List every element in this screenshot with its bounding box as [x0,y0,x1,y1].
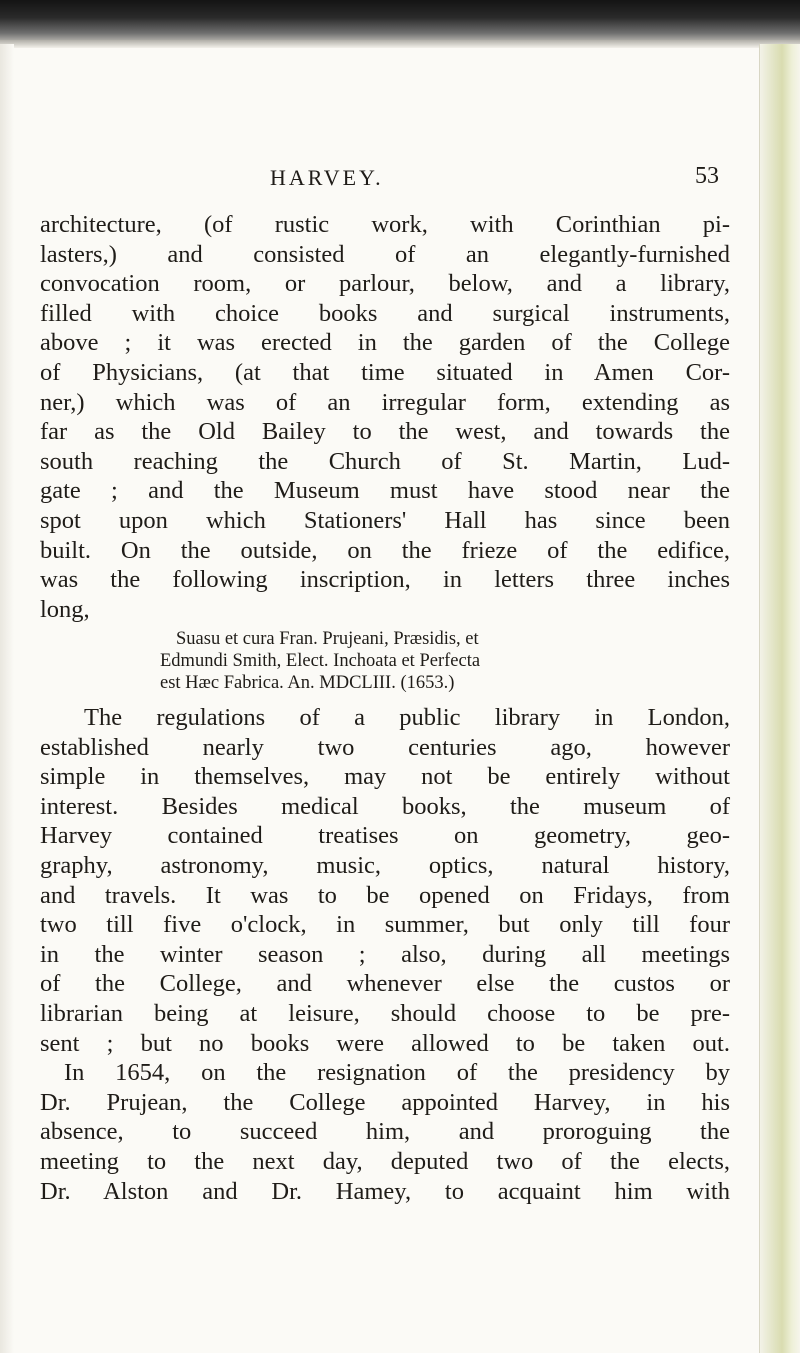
inscription-line: Edmundi Smith, Elect. Inchoata et Perfecta [160,651,481,671]
text-line: graphy, astronomy, music, optics, natural history, [40,851,730,879]
inscription-line: Suasu et cura Fran. Prujeani, Præsidis, et [176,629,479,649]
text-line: ner,) which was of an irregular form, extending as [40,388,730,416]
running-head [0,163,800,193]
text-line: lasters,) and consisted of an elegantly-furnished [40,240,730,268]
text-line: far as the Old Bailey to the west, and towards the [40,418,730,446]
text-line: simple in themselves, may not be entirely without [40,763,730,791]
text-line: Dr. Prujean, the College appointed Harvey, in his [40,1088,730,1116]
paragraph-2 [40,703,730,1206]
scan-top-border [0,0,800,44]
text-line: The regulations of a public library in London, [84,704,730,731]
page-left-edge [0,44,14,1353]
inscription-quote [160,628,610,694]
text-line: sent ; but no books were allowed to be taken out. [40,1029,730,1057]
text-line: librarian being at leisure, should choose to be pre- [40,999,730,1027]
text-line: established nearly two centuries ago, however [40,733,730,761]
inscription-line: est Hæc Fabrica. An. MDCLIII. (1653.) [160,673,455,693]
text-line: In 1654, on the resignation of the presidency by [64,1059,730,1087]
text-line: of Physicians, (at that time situated in Amen Cor- [40,358,730,386]
text-line: two till five o'clock, in summer, but only till four [40,911,730,939]
paragraph-1 [40,210,730,624]
text-line: interest. Besides medical books, the museum of [40,792,730,820]
text-line: meeting to the next day, deputed two of the elects, [40,1147,730,1175]
scan-top-border-edge [0,40,800,48]
text-line: was the following inscription, in letters three inches [40,566,730,594]
text-line: spot upon which Stationers' Hall has since been [40,506,730,534]
text-line: built. On the outside, on the frieze of the edifice, [40,536,730,564]
text-line: convocation room, or parlour, below, and a library, [40,270,730,298]
text-line: Dr. Alston and Dr. Hamey, to acquaint him with [40,1177,730,1205]
text-line: architecture, (of rustic work, with Corinthian pi- [40,211,730,238]
text-line: Harvey contained treatises on geometry, geo- [40,822,730,850]
text-line: and travels. It was to be opened on Fridays, from [40,881,730,909]
text-line: south reaching the Church of St. Martin, Lud- [40,447,730,475]
text-line: filled with choice books and surgical instruments, [40,299,730,327]
text-line: gate ; and the Museum must have stood near the [40,477,730,505]
text-line: of the College, and whenever else the custos or [40,970,730,998]
page-number: 53 [695,163,719,189]
text-line: in the winter season ; also, during all meetings [40,940,730,968]
text-line: absence, to succeed him, and proroguing the [40,1118,730,1146]
book-spine-edge [759,44,800,1353]
text-line: long, [40,595,90,623]
running-head-title: HARVEY. [270,165,384,190]
text-line: above ; it was erected in the garden of the College [40,329,730,357]
